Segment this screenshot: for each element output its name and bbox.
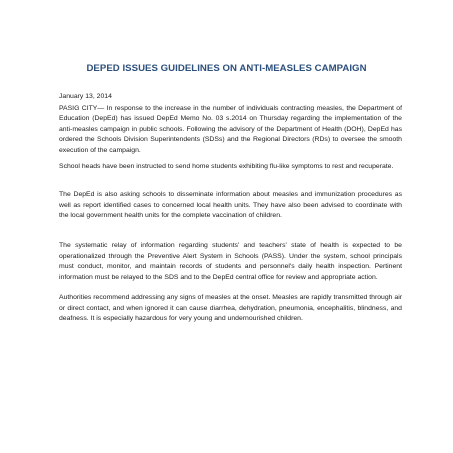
- paragraph-3: [59, 190, 402, 222]
- paragraph-5: [59, 293, 402, 325]
- document-title: DEPED ISSUES GUIDELINES ON ANTI-MEASLES CAMPAIGN: [86, 63, 367, 74]
- paragraph-text: PASIG CITY— In response to the increase in the number of individuals contracting measles, the Department of Education (DepEd) has issued DepEd Memo No. 03 s.2014 on Thursday regarding the implementation of the anti-measles campaign in public schools. Following the advisory of the Department of Health (DOH), DepEd has ordered the Schools Division Superintendents (SDSs) and the Regional Directors (RDs) to oversee the smooth execution of the campaign.: [59, 104, 402, 154]
- paragraph-2: [59, 162, 402, 173]
- paragraph-text: The DepEd is also asking schools to disseminate information about measles and immunization procedures as well as report identified cases to concerned local health units. They have also been advised to coordinate with the local government health units for the complete vaccination of children.: [59, 191, 402, 220]
- document-date: January 13, 2014: [59, 93, 112, 100]
- paragraph-4: [59, 241, 402, 283]
- paragraph-text: The systematic relay of information regarding students' and teachers' state of health is expected to be operationalized through the Preventive Alert System in Schools (PASS). Under the system, school principals must conduct, monitor, and maintain records of students and personnel's daily health inspection. Pertinent information must be relayed to the SDS and to the DepEd central office for review and appropriate action.: [59, 242, 402, 281]
- paragraph-text: Authorities recommend addressing any signs of measles at the onset. Measles are rapidly transmitted through air or direct contact, and when ignored it can cause diarrhea, dehydration, pneumonia, encephalitis, blindness, and deafness. It is especially hazardous for very young and undernourished children.: [59, 294, 402, 323]
- paragraph-text: School heads have been instructed to send home students exhibiting flu-like symptoms to rest and recuperate.: [59, 163, 394, 170]
- paragraph-1: [59, 104, 402, 157]
